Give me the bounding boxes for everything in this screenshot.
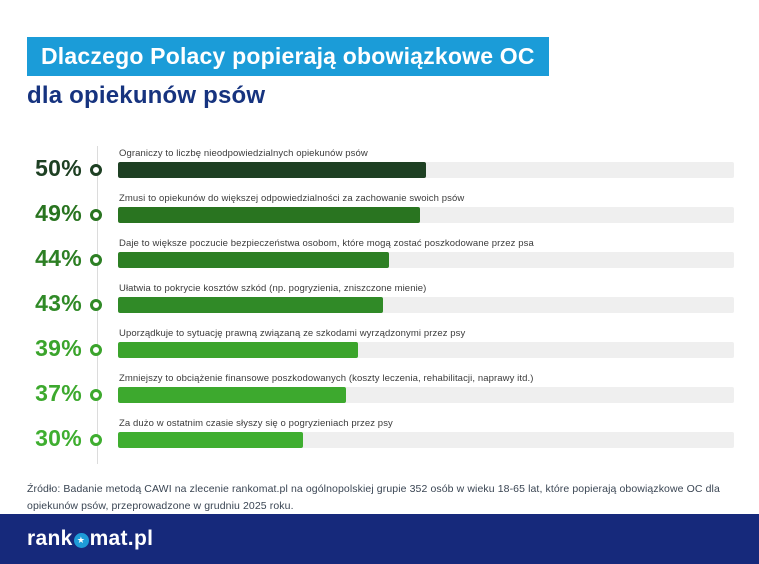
bar-fill xyxy=(118,207,420,223)
bar-chart xyxy=(27,144,734,466)
bar-row xyxy=(27,414,734,459)
bullet-ring-icon xyxy=(90,434,102,446)
rankomat-logo xyxy=(27,527,153,551)
bar-track xyxy=(118,252,734,268)
bar-fill xyxy=(118,162,426,178)
page-subtitle: dla opiekunów psów xyxy=(27,82,266,109)
bar-track xyxy=(118,387,734,403)
category-label: Ułatwia to pokrycie kosztów szkód (np. pogryzienia, zniszczone mienie) xyxy=(119,283,427,294)
category-label: Uporządkuje to sytuację prawną związaną ze szkodami wyrządzonymi przez psy xyxy=(119,328,466,339)
bar-fill xyxy=(118,342,358,358)
value-label: 43% xyxy=(35,290,82,316)
value-label: 39% xyxy=(35,335,82,361)
bar-fill xyxy=(118,297,383,313)
value-label: 50% xyxy=(35,155,82,181)
bar-fill xyxy=(118,387,346,403)
bar-row xyxy=(27,369,734,414)
value-label: 30% xyxy=(35,425,82,451)
bullet-ring-icon xyxy=(90,299,102,311)
bar-row xyxy=(27,324,734,369)
value-label: 44% xyxy=(35,245,82,271)
category-label: Zmniejszy to obciążenie finansowe poszkodowanych (koszty leczenia, rehabilitacji, naprawy itd.) xyxy=(119,373,534,384)
logo-star-icon: ★ xyxy=(74,533,89,548)
category-label: Za dużo w ostatnim czasie słyszy się o pogryzieniach przez psy xyxy=(119,418,393,429)
category-label: Ograniczy to liczbę nieodpowiedzialnych opiekunów psów xyxy=(119,148,368,159)
bar-row xyxy=(27,189,734,234)
bullet-ring-icon xyxy=(90,209,102,221)
bar-fill xyxy=(118,252,389,268)
bar-track xyxy=(118,162,734,178)
bullet-ring-icon xyxy=(90,254,102,266)
logo-text-suffix: mat.pl xyxy=(89,527,154,550)
source-note: Źródło: Badanie metodą CAWI na zlecenie rankomat.pl na ogólnopolskiej grupie 352 osób w wieku 18-65 lat, które popierają obowiązkowe OC dla opiekunów psów, przeprowadzone w grudniu 2025 roku. xyxy=(27,483,720,513)
bar-row xyxy=(27,144,734,189)
page-title xyxy=(27,37,549,76)
bar-row xyxy=(27,279,734,324)
category-label: Daje to większe poczucie bezpieczeństwa osobom, które mogą zostać poszkodowane przez psa xyxy=(119,238,534,249)
category-label: Zmusi to opiekunów do większej odpowiedzialności za zachowanie swoich psów xyxy=(119,193,465,204)
bullet-ring-icon xyxy=(90,164,102,176)
bar-track xyxy=(118,297,734,313)
footer-bar xyxy=(0,514,759,564)
bar-track xyxy=(118,342,734,358)
bar-track xyxy=(118,207,734,223)
bar-row xyxy=(27,234,734,279)
bullet-ring-icon xyxy=(90,389,102,401)
value-label: 37% xyxy=(35,380,82,406)
bullet-ring-icon xyxy=(90,344,102,356)
bar-fill xyxy=(118,432,303,448)
value-label: 49% xyxy=(35,200,82,226)
bar-track xyxy=(118,432,734,448)
page-title-text: Dlaczego Polacy popierają obowiązkowe OC xyxy=(41,43,535,69)
logo-text-prefix: rank xyxy=(27,527,73,550)
